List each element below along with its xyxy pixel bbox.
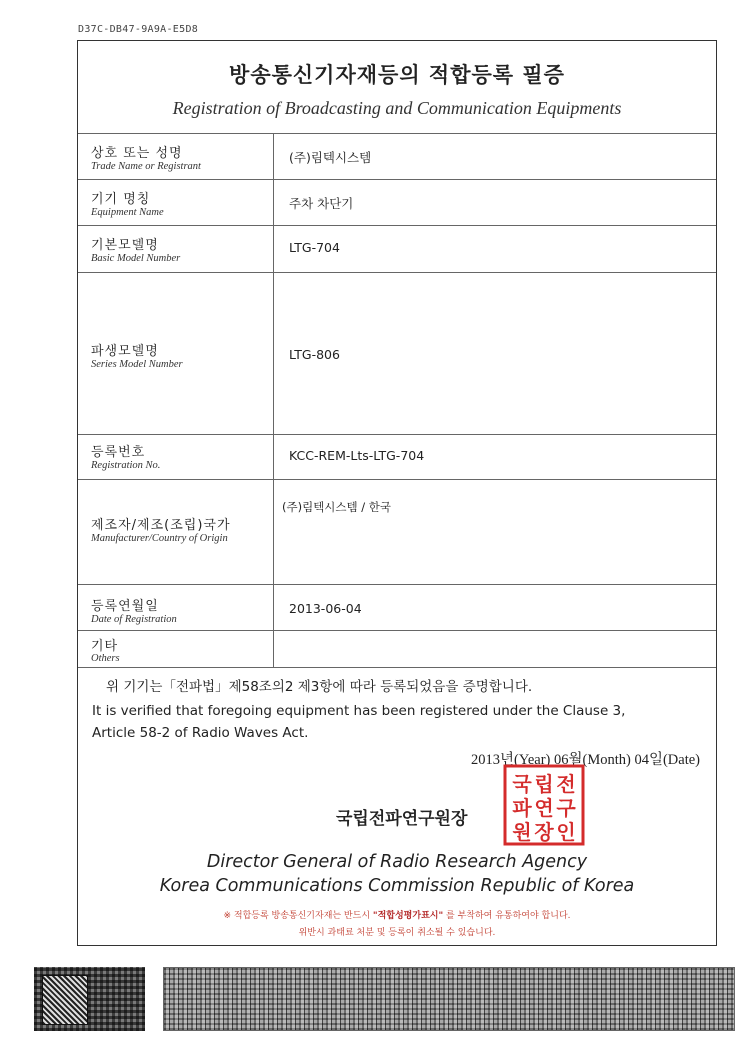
- field-value-registration-no: KCC-REM-Lts-LTG-704: [289, 448, 425, 463]
- field-label-ko: 등록연월일: [91, 599, 159, 614]
- field-row-manufacturer: [78, 479, 716, 585]
- certificate-frame: [77, 40, 717, 946]
- field-value-registration-date: 2013-06-04: [289, 601, 362, 616]
- field-label-ko: 기본모델명: [91, 238, 159, 253]
- security-code-image: [34, 967, 145, 1031]
- issuer-title-en-line2: Korea Communications Commission Republic of Korea: [159, 876, 635, 896]
- notice-line2: 위반시 과태료 처분 및 등록이 취소될 수 있습니다.: [298, 928, 496, 938]
- seal-char: 장: [534, 820, 554, 844]
- security-code-pattern: [42, 975, 88, 1025]
- seal-char: 파: [512, 796, 532, 820]
- seal-char: 전: [556, 772, 576, 796]
- field-label-ko: 기타: [91, 639, 119, 654]
- certificate-title-ko: 방송통신기자재등의 적합등록 필증: [229, 63, 565, 87]
- security-barcode-strip: [163, 967, 735, 1031]
- field-value-basic-model: LTG-704: [289, 240, 340, 255]
- field-value-series-model: LTG-806: [289, 347, 340, 362]
- issuer-title-en-line1: Director General of Radio Research Agency: [206, 852, 588, 872]
- field-label-en: Trade Name or Registrant: [91, 161, 201, 172]
- certification-text-en: [92, 700, 712, 744]
- field-label-ko: 상호 또는 성명: [91, 146, 183, 161]
- document-id: D37C-DB47-9A9A-E5D8: [78, 24, 199, 35]
- seal-char: 구: [556, 796, 576, 820]
- field-label-ko: 제조자/제조(조립)국가: [91, 518, 231, 533]
- field-label-en: Registration No.: [91, 460, 161, 471]
- certificate-title-en: Registration of Broadcasting and Communication Equipments: [172, 98, 622, 118]
- field-label-en: Series Model Number: [91, 359, 183, 370]
- field-label-en: Equipment Name: [91, 207, 164, 218]
- certification-text-en-line1: It is verified that foregoing equipment has been registered under the Clause 3,: [92, 703, 626, 719]
- notice-line1-suffix: 를 부착하여 유통하여야 합니다.: [446, 911, 571, 921]
- field-label-cell: [78, 273, 274, 435]
- field-label-en: Date of Registration: [91, 614, 177, 625]
- seal-char: 국: [512, 772, 532, 796]
- field-label-cell: [78, 134, 274, 180]
- field-label-en: Others: [91, 653, 120, 664]
- field-row-others: [78, 630, 716, 668]
- field-row-series-model: [78, 272, 716, 435]
- field-label-ko: 기기 명칭: [91, 192, 151, 207]
- field-row-trade-name: [78, 133, 716, 180]
- field-label-ko: 파생모델명: [91, 344, 159, 359]
- field-label-cell: [78, 180, 274, 226]
- issue-date: 2013년(Year) 06월(Month) 04일(Date): [470, 752, 700, 768]
- field-label-en: Basic Model Number: [91, 253, 181, 264]
- notice-line1-prefix: ※ 적합등록 방송통신기자재는 반드시: [223, 911, 371, 921]
- field-row-equipment-name: [78, 179, 716, 226]
- notice-line1: [78, 908, 716, 921]
- field-row-registration-date: [78, 584, 716, 631]
- certification-text-ko: 위 기기는「전파법」제58조의2 제3항에 따라 등록되었음을 증명합니다.: [106, 679, 533, 695]
- field-label-cell: [78, 631, 274, 667]
- field-row-basic-model: [78, 225, 716, 273]
- field-label-cell: [78, 435, 274, 480]
- field-label-cell: [78, 480, 274, 585]
- field-row-registration-no: [78, 434, 716, 480]
- seal-char: 연: [534, 796, 554, 820]
- field-label-ko: 등록번호: [91, 445, 146, 460]
- field-value-manufacturer: (주)림텍시스템 / 한국: [282, 500, 392, 514]
- seal-char: 원: [512, 820, 532, 844]
- field-label-cell: [78, 585, 274, 631]
- field-label-cell: [78, 226, 274, 273]
- field-value-equipment-name: 주차 차단기: [289, 196, 354, 211]
- field-label-en: Manufacturer/Country of Origin: [91, 533, 228, 544]
- field-value-trade-name: (주)림텍시스템: [289, 150, 372, 165]
- seal-char: 인: [556, 820, 576, 844]
- issuer-title-ko: 국립전파연구원장: [336, 809, 468, 829]
- seal-char: 립: [534, 772, 554, 796]
- certification-text-en-line2: Article 58-2 of Radio Waves Act.: [92, 725, 309, 741]
- official-seal: [502, 763, 586, 847]
- notice-line1-emphasis: "적합성평가표시": [372, 911, 444, 921]
